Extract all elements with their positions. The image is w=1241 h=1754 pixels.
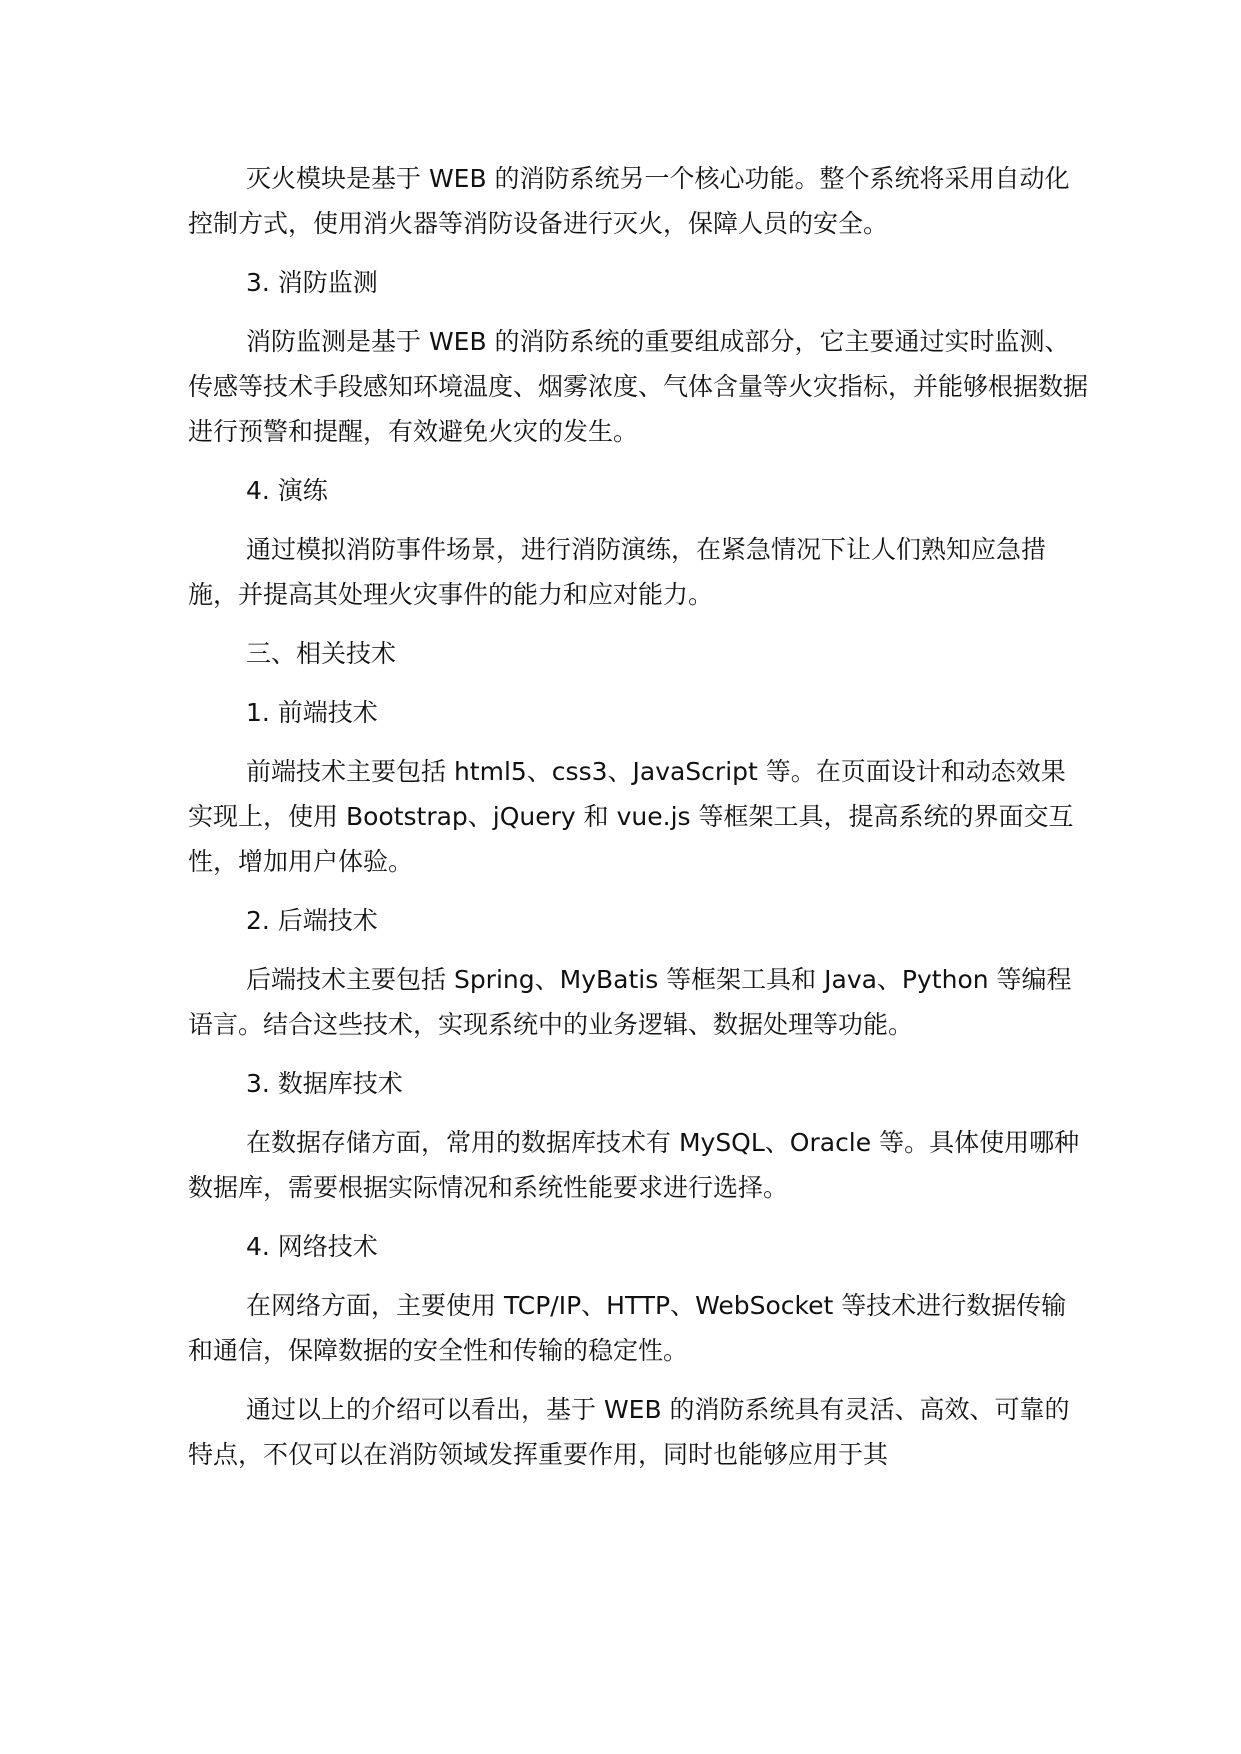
heading-related-technologies: 三、相关技术 (246, 639, 397, 668)
paragraph-network-technology: 在网络方面，主要使用 TCP/IP、HTTP、WebSocket 等技术进行数据传输和通信，保障数据的安全性和传输的稳定性。 (188, 1291, 1067, 1365)
paragraph-backend-technology: 后端技术主要包括 Spring、MyBatis 等框架工具和 Java、Python 等编程语言。结合这些技术，实现系统中的业务逻辑、数据处理等功能。 (188, 965, 1072, 1039)
document-body (188, 156, 1088, 1491)
paragraph-database-technology: 在数据存储方面，常用的数据库技术有 MySQL、Oracle 等。具体使用哪种数据库，需要根据实际情况和系统性能要求进行选择。 (188, 1128, 1080, 1202)
heading-fire-monitoring: 3. 消防监测 (246, 268, 378, 297)
heading-drill: 4. 演练 (246, 476, 328, 505)
heading-backend-technology: 2. 后端技术 (246, 906, 378, 935)
paragraph-frontend-technology: 前端技术主要包括 html5、css3、JavaScript 等。在页面设计和动态效果实现上，使用 Bootstrap、jQuery 和 vue.js 等框架工具，提高系统的界面交互性，增加用户体验。 (188, 757, 1074, 876)
heading-database-technology: 3. 数据库技术 (246, 1069, 403, 1098)
paragraph-fire-monitoring: 消防监测是基于 WEB 的消防系统的重要组成部分，它主要通过实时监测、传感等技术手段感知环境温度、烟雾浓度、气体含量等火灾指标，并能够根据数据进行预警和提醒，有效避免火灾的发生。 (188, 327, 1089, 446)
paragraph-fire-extinguishing-module: 灭火模块是基于 WEB 的消防系统另一个核心功能。整个系统将采用自动化控制方式，使用消火器等消防设备进行灭火，保障人员的安全。 (188, 164, 1070, 238)
heading-frontend-technology: 1. 前端技术 (246, 698, 378, 727)
paragraph-drill: 通过模拟消防事件场景，进行消防演练，在紧急情况下让人们熟知应急措施，并提高其处理火灾事件的能力和应对能力。 (188, 535, 1047, 609)
heading-network-technology: 4. 网络技术 (246, 1232, 378, 1261)
paragraph-conclusion: 通过以上的介绍可以看出，基于 WEB 的消防系统具有灵活、高效、可靠的特点，不仅可以在消防领域发挥重要作用，同时也能够应用于其 (188, 1395, 1070, 1469)
